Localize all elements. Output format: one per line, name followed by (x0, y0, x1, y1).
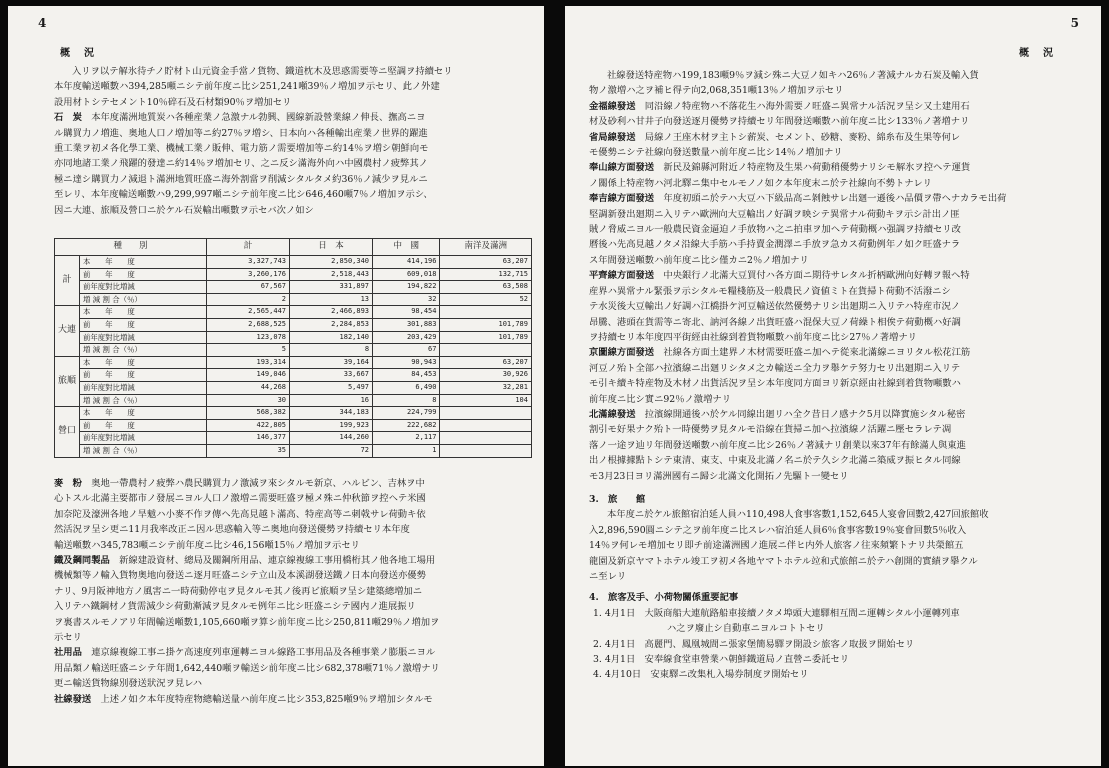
table-cell: 123,078 (207, 331, 290, 344)
table-row (55, 293, 532, 306)
table-cell: 32,281 (440, 381, 532, 394)
section-block (589, 160, 1079, 191)
row-label: 増 減 割 合（％） (80, 293, 207, 306)
text-run: 入リヲ以テ解氷待チノ貯材ト山元資金手當ノ貨物、鐵道枕木及思惑需要等ニ堅調ヲ持續セリ (72, 66, 453, 77)
text-run: 社線發送特産物ハ199,183噸9％ヲ減シ殊ニ大豆ノ如キハ26％ノ著減ナルカ石炭及輸入貨 (607, 70, 979, 81)
text-line (589, 145, 1079, 160)
table-cell: 331,897 (290, 281, 373, 294)
text-run: 落ノ一途ヲ辿リ年間發送噸數ハ前年度ニ比シ26％ノ著減ナリ創業以來37年有餘滿人與東進 (589, 439, 966, 451)
text-run: モ3月23日ヨリ滿洲國有ニ歸シ北滿文化開拓ノ先驅ト一變セリ (589, 470, 849, 482)
text-run: 用品類ノ輸送旺盛ニシテ年間1,642,440噸ヲ輸送シ前年度ニ比シ682,378噸71％ノ激増ナリ (54, 662, 440, 674)
event-date: 1. 4月1日 (593, 607, 645, 619)
text-line (589, 284, 1079, 299)
table-cell: 2 (207, 293, 290, 306)
table-cell: 32 (373, 293, 440, 306)
table-row (55, 419, 532, 432)
table-cell: 182,140 (290, 331, 373, 344)
event-continuation: ハ之ヲ廢止シ自動車ニヨルコトトセリ (667, 623, 825, 635)
table-cell: 5 (207, 344, 290, 357)
table-row (55, 306, 532, 319)
section-heading: 奉山線方面發送 (589, 162, 664, 174)
text-run: 機械類等ノ輸入貨物奥地向發送ニ逐月旺盛ニシテ立山及本溪湖發送鐵ノ日本向發送亦優勢 (54, 570, 426, 582)
section-title-text: 旅 館 (608, 493, 646, 505)
text-line (589, 554, 1079, 569)
text-run: 出ノ根據據點トシテ東清、東支、中東及北滿ノ名ニ於テ久シク北滿ニ築威ヲ振ヒタル同線 (589, 455, 961, 467)
text-line (54, 187, 534, 202)
text-line (589, 68, 1079, 83)
table-cell: 44,268 (207, 381, 290, 394)
table-cell: 5,497 (290, 381, 373, 394)
text-line (589, 469, 1079, 484)
table-row (55, 281, 532, 294)
text-line (589, 237, 1079, 252)
text-run: 曆後ハ先高見越ノタメ沿線大手筋ハ手持賣金潤澤ニ手放ヲ急カス荷動例年ノ如ク旺盛ナラ (589, 239, 961, 251)
table-cell: 414,196 (373, 256, 440, 269)
text-run: 昂騰、港頭在貨需等ニ寄北、訥河各線ノ出貨旺盛ハ混保大豆ノ荷繰ト相俟テ荷動概ハ好調 (589, 316, 961, 328)
text-run: 示セリ (54, 632, 82, 644)
event-text: 大阪商船大連航路船車接續ノタメ埠頭大連驛相互間ニ運轉シタル小運轉列車 (644, 607, 960, 619)
event-date: 4. 4月10日 (593, 669, 651, 681)
event-text: 安東驛ニ改集札入場券制度ヲ開始セリ (650, 669, 809, 681)
row-label: 前 年 度 (80, 419, 207, 432)
section-block (589, 99, 1079, 130)
row-label: 本 年 度 (80, 356, 207, 369)
row-label: 前年度對比増減 (80, 281, 207, 294)
text-line (54, 568, 534, 583)
text-run: 龍園及新京ヤマトホテル竣工ヲ初メ各地ヤマトホテル竝和式旅館ニ於テハ創開的實績ヲ擧クル (589, 555, 978, 567)
table-header-cell: 南洋及滿洲 (440, 239, 532, 256)
text-line (589, 507, 1079, 522)
row-label: 増 減 割 合（％） (80, 394, 207, 407)
text-run: 連京線複線工事ニ掛ケ高速度列車運轉ニヨル線路工事用品及各種事業ノ膨脹ニヨル (91, 647, 436, 659)
text-run: 物ノ激増ハ之ヲ補ヒ得テ向2,068,351噸13％ノ増加ヲ示セリ (589, 85, 844, 97)
text-line (589, 453, 1079, 468)
text-run: 更ニ輸送貨物線別發送狀況ヲ見レハ (54, 678, 203, 690)
text-line (589, 191, 1079, 206)
text-run: モ優勢ニシテ社線向發送數量ハ前年度ニ比シ14％ノ増加ナリ (589, 147, 843, 159)
table-cell (440, 344, 532, 357)
table-group-label: 旅順 (55, 356, 80, 406)
table-cell: 344,183 (290, 407, 373, 420)
table-row (55, 256, 532, 269)
text-line (589, 422, 1079, 437)
table-cell: 224,799 (373, 407, 440, 420)
text-run: ル購買力ノ増進、奥地人口ノ増加等ニ約27％ヲ増シ、日本向ハ各種輸出産業ノ世界的躍進 (54, 127, 428, 139)
row-label: 前年度對比増減 (80, 381, 207, 394)
table-group-label: 大連 (55, 306, 80, 356)
table-header-cell: 日 本 (290, 239, 373, 256)
text-line (54, 95, 534, 110)
section-heading: 石 炭 (54, 112, 92, 124)
table-cell: 33,667 (290, 369, 373, 382)
text-line (54, 553, 534, 568)
row-label: 本 年 度 (80, 306, 207, 319)
table-cell: 132,715 (440, 268, 532, 281)
row-label: 前 年 度 (80, 318, 207, 331)
left-page (8, 6, 544, 766)
text-line (54, 661, 534, 676)
row-label: 本 年 度 (80, 407, 207, 420)
table-row (55, 331, 532, 344)
table-row (55, 356, 532, 369)
section-number: 4. (589, 592, 609, 604)
text-line (54, 203, 534, 218)
event-text: 安奉線食堂車營業ハ朝鮮鐵道局ノ直營ニ委託セリ (644, 654, 850, 666)
section-number: 3. (589, 493, 609, 505)
event-item (589, 652, 1079, 667)
table-cell: 30,926 (440, 369, 532, 382)
text-line (589, 176, 1079, 191)
table-group-label: 計 (55, 256, 80, 306)
text-block-top (54, 64, 534, 218)
table-cell: 203,429 (373, 331, 440, 344)
table-cell: 2,117 (373, 432, 440, 445)
table-cell: 30 (207, 394, 290, 407)
text-run: 同沿線ノ特産物ハ不落花生ハ海外需要ノ旺盛ニ異常ナル活況ヲ呈シ又土建用石 (644, 100, 970, 112)
table-cell: 90,943 (373, 356, 440, 369)
row-label: 前年度對比増減 (80, 331, 207, 344)
text-run: 年度初頭ニ於テハ大豆ハ下級品高ニ剝蝕サレ出廻一遜後ハ品價ヲ帶ヘナカラモ出荷 (663, 193, 1007, 205)
event-date: 2. 4月1日 (593, 638, 645, 650)
text-line (589, 83, 1079, 98)
table-cell (440, 407, 532, 420)
text-run: 入リテハ鐵鋼材ノ貨需減少シ荷動漸減ヲ見タルモ例年ニ比シ旺盛ニシテ國内ノ進展振リ (54, 601, 416, 613)
text-line (54, 676, 534, 691)
event-item (589, 606, 1079, 621)
text-line (54, 141, 534, 156)
table-cell: 2,518,443 (290, 268, 373, 281)
text-line (589, 538, 1079, 553)
table-cell: 301,883 (373, 318, 440, 331)
text-run: ヲ持續セリ本年度四平街經由社線到着貨物噸數ハ前年度ニ比シ27％ノ著増ナリ (589, 331, 917, 343)
text-run: 然活況ヲ呈シ更ニ11月我率改正ニ因ル思惑輸入等ニ奥地向發送優勢ヲ持續セリ本年度 (54, 524, 410, 536)
text-line (54, 615, 534, 630)
text-run: ナリ、9月阪神地方ノ風害ニ一時荷動停屯ヲ見タルモ其ノ後再ビ旅順ヲ呈シ建築總増加ニ (54, 585, 423, 597)
text-line (54, 491, 534, 506)
text-line (54, 79, 534, 94)
text-line (54, 584, 534, 599)
text-run: モ引キ續キ特産物及木材ノ出貨活況ヲ呈シ本年度同方面ヨリ新京經由社線到着貨物噸數ハ (589, 378, 961, 390)
text-line (589, 407, 1079, 422)
table-cell: 568,382 (207, 407, 290, 420)
text-line (589, 376, 1079, 391)
text-line (54, 110, 534, 125)
section-title (589, 590, 1079, 605)
text-run: ニ至レリ (589, 571, 627, 582)
text-line (54, 64, 534, 79)
table-row (55, 381, 532, 394)
row-label: 前 年 度 (80, 268, 207, 281)
table-cell: 63,207 (440, 356, 532, 369)
text-run: 産界ハ異常ナル緊張ヲ示シタルモ糧棧筋及一般農民ノ資値ミト在貨掃ト荷動不活潑ニシ (589, 285, 951, 297)
text-line (589, 130, 1079, 145)
text-line (589, 315, 1079, 330)
text-run: 前年度ニ比シ實ニ92％ノ激増ナリ (589, 393, 731, 405)
text-run: 設用材トシテセメント10％碎石及石材類90％ヲ増加セリ (54, 96, 292, 108)
coal-export-table (54, 238, 532, 458)
text-line (54, 522, 534, 537)
section-heading: 平齊線方面發送 (589, 270, 664, 282)
table-cell: 144,260 (290, 432, 373, 445)
table-cell: 98,454 (373, 306, 440, 319)
section-heading: 金福線發送 (589, 100, 645, 112)
table-cell: 101,789 (440, 331, 532, 344)
text-run: テ水災後大豆輸出ノ好調ハ江橋掛ケ河豆輸送依然優勢ナリシ出廻期ニ入リテハ特産市況ノ (589, 301, 961, 313)
event-item (589, 637, 1079, 652)
row-label: 増 減 割 合（％） (80, 444, 207, 457)
text-run: ヲ裏書スルモノアリ年間輸送噸數1,105,660噸ヲ算シ前年度ニ比シ250,811噸29％ノ増加ヲ (54, 616, 440, 628)
table-cell: 194,822 (373, 281, 440, 294)
row-label: 前年度對比増減 (80, 432, 207, 445)
table-cell: 3,327,743 (207, 256, 290, 269)
table-cell: 193,314 (207, 356, 290, 369)
text-line (54, 538, 534, 553)
text-line (589, 268, 1079, 283)
text-line (54, 645, 534, 660)
section-block (589, 345, 1079, 407)
section-title (589, 492, 1079, 507)
text-run: 本年度滿洲地質炭ハ各種産業ノ急激ナル勃興、國線新設營業線ノ伸長、撫高ニヨ (91, 112, 426, 124)
text-line (589, 523, 1079, 538)
text-run: 亦同地諸工業ノ飛躍的發達ニ約14％ヲ増加セリ、之ニ反シ滿海外向ハ中國農村ノ疲弊其ノ (54, 158, 428, 170)
row-label: 本 年 度 (80, 256, 207, 269)
text-line (589, 114, 1079, 129)
table-cell: 149,046 (207, 369, 290, 382)
text-run: 社線各方面土建界ノ木材需要旺盛ニ加ヘテ從來北滿線ニヨリタル松花江筋 (663, 347, 971, 359)
text-run: 上述ノ如ク本年度特産物總輸送量ハ前年度ニ比シ353,825噸9％ヲ増加シタルモ (100, 693, 433, 705)
row-label: 増 減 割 合（％） (80, 344, 207, 357)
running-header: 概 況 (60, 48, 96, 59)
text-line (54, 476, 534, 491)
page-number: 5 (1070, 16, 1079, 30)
table-cell: 3,260,176 (207, 268, 290, 281)
right-page (565, 6, 1101, 766)
table-cell: 16 (290, 394, 373, 407)
text-run: 奥地一帶農村ノ疲弊ハ農民購買力ノ激減ヲ來シタルモ新京、ハルビン、吉林ヲ中 (91, 478, 425, 489)
table-cell (440, 306, 532, 319)
text-run: 中央銀行ノ北滿大豆買付ハ各方面ニ期待サレタル折柄歐洲向好轉ヲ報ヘ特 (663, 270, 970, 282)
text-line (589, 569, 1079, 584)
table-group-label: 營口 (55, 407, 80, 457)
text-line (589, 392, 1079, 407)
text-line (589, 299, 1079, 314)
text-block-bottom (54, 476, 534, 707)
text-run: 入2,896,590圓ニシテ之ヲ前年度ニ比スレハ宿泊延人員6％食事客數19％宴會回數5％收入 (589, 524, 967, 536)
text-line (54, 630, 534, 645)
section-block (589, 130, 1079, 161)
text-run: 因ニ大連、旅順及營口ニ於ケル石炭輸出噸數ヲ示セバ次ノ如シ (54, 204, 314, 216)
text-line (589, 160, 1079, 175)
table-header-cell: 計 (207, 239, 290, 256)
table-cell: 72 (290, 444, 373, 457)
text-run: 局線ノ王座木材ヲ主トシ薪炭、セメント、砂糖、麥粉、綿糸布及生果等何レ (644, 131, 961, 143)
table-row (55, 444, 532, 457)
table-cell: 2,284,853 (290, 318, 373, 331)
table-cell: 63,207 (440, 256, 532, 269)
text-line (54, 599, 534, 614)
text-line (589, 438, 1079, 453)
table-cell (440, 419, 532, 432)
table-cell: 84,453 (373, 369, 440, 382)
text-run: 割引モ好果ナク殆ト一時優勢ヲ見タルモ沿線在貨掃ニ加ヘ拉濱線ノ活躍ニ壓セラレテ凋 (589, 424, 952, 436)
table-header-cell: 中 國 (373, 239, 440, 256)
text-run: 新民及錦縣河附近ノ特産物及生果ハ荷動稍優勢ナリシモ解氷ヲ控ヘテ運貨 (663, 162, 971, 174)
text-run: 14％ヲ何レモ増加セリ即チ前途滿洲國ノ進展ニ伴ヒ内外人旅客ノ往來頻繁トナリ共榮館五 (589, 540, 964, 552)
table-row (55, 344, 532, 357)
event-date: 3. 4月1日 (593, 654, 645, 666)
section-heading: 北滿線發送 (589, 408, 645, 420)
running-header: 概 況 (1019, 48, 1055, 59)
section-heading: 社線發送 (54, 693, 101, 705)
text-run: 材及砂利ハ甘井子向發送逐月優勢ヲ持續セリ年間發送噸數ハ前年度ニ比シ133％ノ著増ナリ (589, 116, 970, 128)
table-cell: 222,682 (373, 419, 440, 432)
text-line (589, 345, 1079, 360)
table-row (55, 369, 532, 382)
table-cell: 6,490 (373, 381, 440, 394)
table-row (55, 268, 532, 281)
section-heading: 社用品 (54, 647, 92, 659)
table-cell: 8 (290, 344, 373, 357)
text-run: 賊ノ脅威ニヨル一般農民資金逼迫ノ手放物ハ之ニ拍車ヲ加ヘテ荷動概ハ强調ヲ持續セリ改 (589, 224, 961, 236)
page-number: 4 (38, 16, 47, 30)
table-cell: 104 (440, 394, 532, 407)
section-title-text: 旅客及手、小荷物關係重要記事 (608, 592, 739, 604)
text-line (589, 207, 1079, 222)
text-run: 堅調新發出廻期ニ入リテハ歐洲向大豆輸出ノ好調ヲ映シテ異常ナル荷動キヲ示シ計出ノ匪 (589, 208, 960, 220)
text-run: 極ニ達シ購買力ノ減退ト滿洲地質旺盛ニ海外割當ヲ削減シタルタメ約36％ノ減少ヲ見ルニ (54, 173, 428, 185)
table-cell: 39,164 (290, 356, 373, 369)
text-run: 拉濱線開通後ハ於ケル同線出廻リハ全ク昔日ノ感ナク5月以降實施シタル秘密 (644, 408, 966, 420)
section-heading: 省局線發送 (589, 131, 645, 143)
text-run: 河豆ノ殆ト全部ハ拉濱線ニ出廻リシタメ之カ輸送ニ全力ヲ舉ケテ努力セリ出廻期ニ入リテ (589, 362, 961, 374)
table-cell: 13 (290, 293, 373, 306)
text-line (589, 99, 1079, 114)
text-line (54, 172, 534, 187)
table-cell: 146,377 (207, 432, 290, 445)
text-line (589, 253, 1079, 268)
text-run: 加奈陀及濠洲各地ノ旱魃ハ小麥不作ヲ傳ヘ先高見越ト滿高、特産高等ニ刺戟サレ荷動キ依 (54, 508, 426, 520)
table-cell: 67,567 (207, 281, 290, 294)
table-cell: 8 (373, 394, 440, 407)
text-run: ノ關係上特産物ハ河北驛ニ集中セルモノノ如ク本年度末ニ於テ社線向不勢トナレリ (589, 177, 932, 189)
row-label: 前 年 度 (80, 369, 207, 382)
table-cell: 101,789 (440, 318, 532, 331)
event-item (589, 667, 1079, 682)
text-run: 本年度輸送噸數ハ394,285噸ニシテ前年度ニ比シ251,241噸39％ノ増加ヲ示セリ、此ノ外建 (54, 81, 440, 93)
text-run: ス年間發送噸數ハ前年度ニ比シ僅カニ2％ノ増加ナリ (589, 254, 809, 266)
table-cell: 2,850,340 (290, 256, 373, 269)
table-row (55, 394, 532, 407)
table-cell: 2,466,893 (290, 306, 373, 319)
text-run: 至レリ、本年度輸送噸數ハ9,299,997噸ニシテ前年度ニ比シ646,460噸7％ノ増加ヲ示シ、 (54, 189, 433, 201)
table-cell: 609,018 (373, 268, 440, 281)
text-run: 輸送噸數ハ345,783噸ニシテ前年度ニ比シ46,156噸15％ノ増加ヲ示セリ (54, 539, 360, 551)
section-body (589, 507, 1079, 584)
section-block (589, 191, 1079, 268)
text-line (54, 507, 534, 522)
text-run: 重工業ヲ初メ各化學工業、機械工業ノ販伸、電力筋ノ需要増加等ニ約14％ヲ増シ朝鮮向モ (54, 143, 429, 155)
table-cell: 2,688,525 (207, 318, 290, 331)
text-line (54, 126, 534, 141)
text-line (54, 156, 534, 171)
text-run: 本年度ニ於ケル旅館宿泊延人員ハ110,498人食事客數1,152,645人宴會回數2,427回旅館收 (607, 509, 989, 521)
section-heading: 鐵及鋼同製品 (54, 555, 120, 567)
text-run: 新線建設資材、總局及關鋼所用品、連京線複線工事用橋桁其ノ他各地工場用 (119, 555, 436, 567)
text-block-right (589, 68, 1079, 683)
section-heading: 奉吉線方面發送 (589, 193, 664, 205)
text-line (589, 361, 1079, 376)
table-cell: 35 (207, 444, 290, 457)
table-cell: 52 (440, 293, 532, 306)
table-cell: 63,508 (440, 281, 532, 294)
table-cell: 67 (373, 344, 440, 357)
table-row (55, 432, 532, 445)
table-header-cell: 種 別 (55, 239, 207, 256)
table-row (55, 407, 532, 420)
text-line (589, 222, 1079, 237)
text-run: 心トスル北滿主要都市ノ發展ニヨル人口ノ激増ニ需要旺盛ヲ極メ殊ニ仲秋節ヲ控ヘテ米國 (54, 493, 426, 505)
text-line (54, 692, 534, 707)
text-line (589, 330, 1079, 345)
section-heading: 麥 粉 (54, 478, 92, 489)
table-cell: 1 (373, 444, 440, 457)
table-cell: 199,923 (290, 419, 373, 432)
table-row (55, 318, 532, 331)
table-cell: 2,565,447 (207, 306, 290, 319)
section-block (589, 407, 1079, 484)
table-cell (440, 432, 532, 445)
event-text: 高麗門、鳳凰城間ニ張家堡簡易驛ヲ開設シ旅客ノ取扱ヲ開始セリ (644, 638, 915, 650)
section-heading: 京圖線方面發送 (589, 347, 664, 359)
section-block (589, 268, 1079, 345)
table-cell: 422,805 (207, 419, 290, 432)
table-cell (440, 444, 532, 457)
